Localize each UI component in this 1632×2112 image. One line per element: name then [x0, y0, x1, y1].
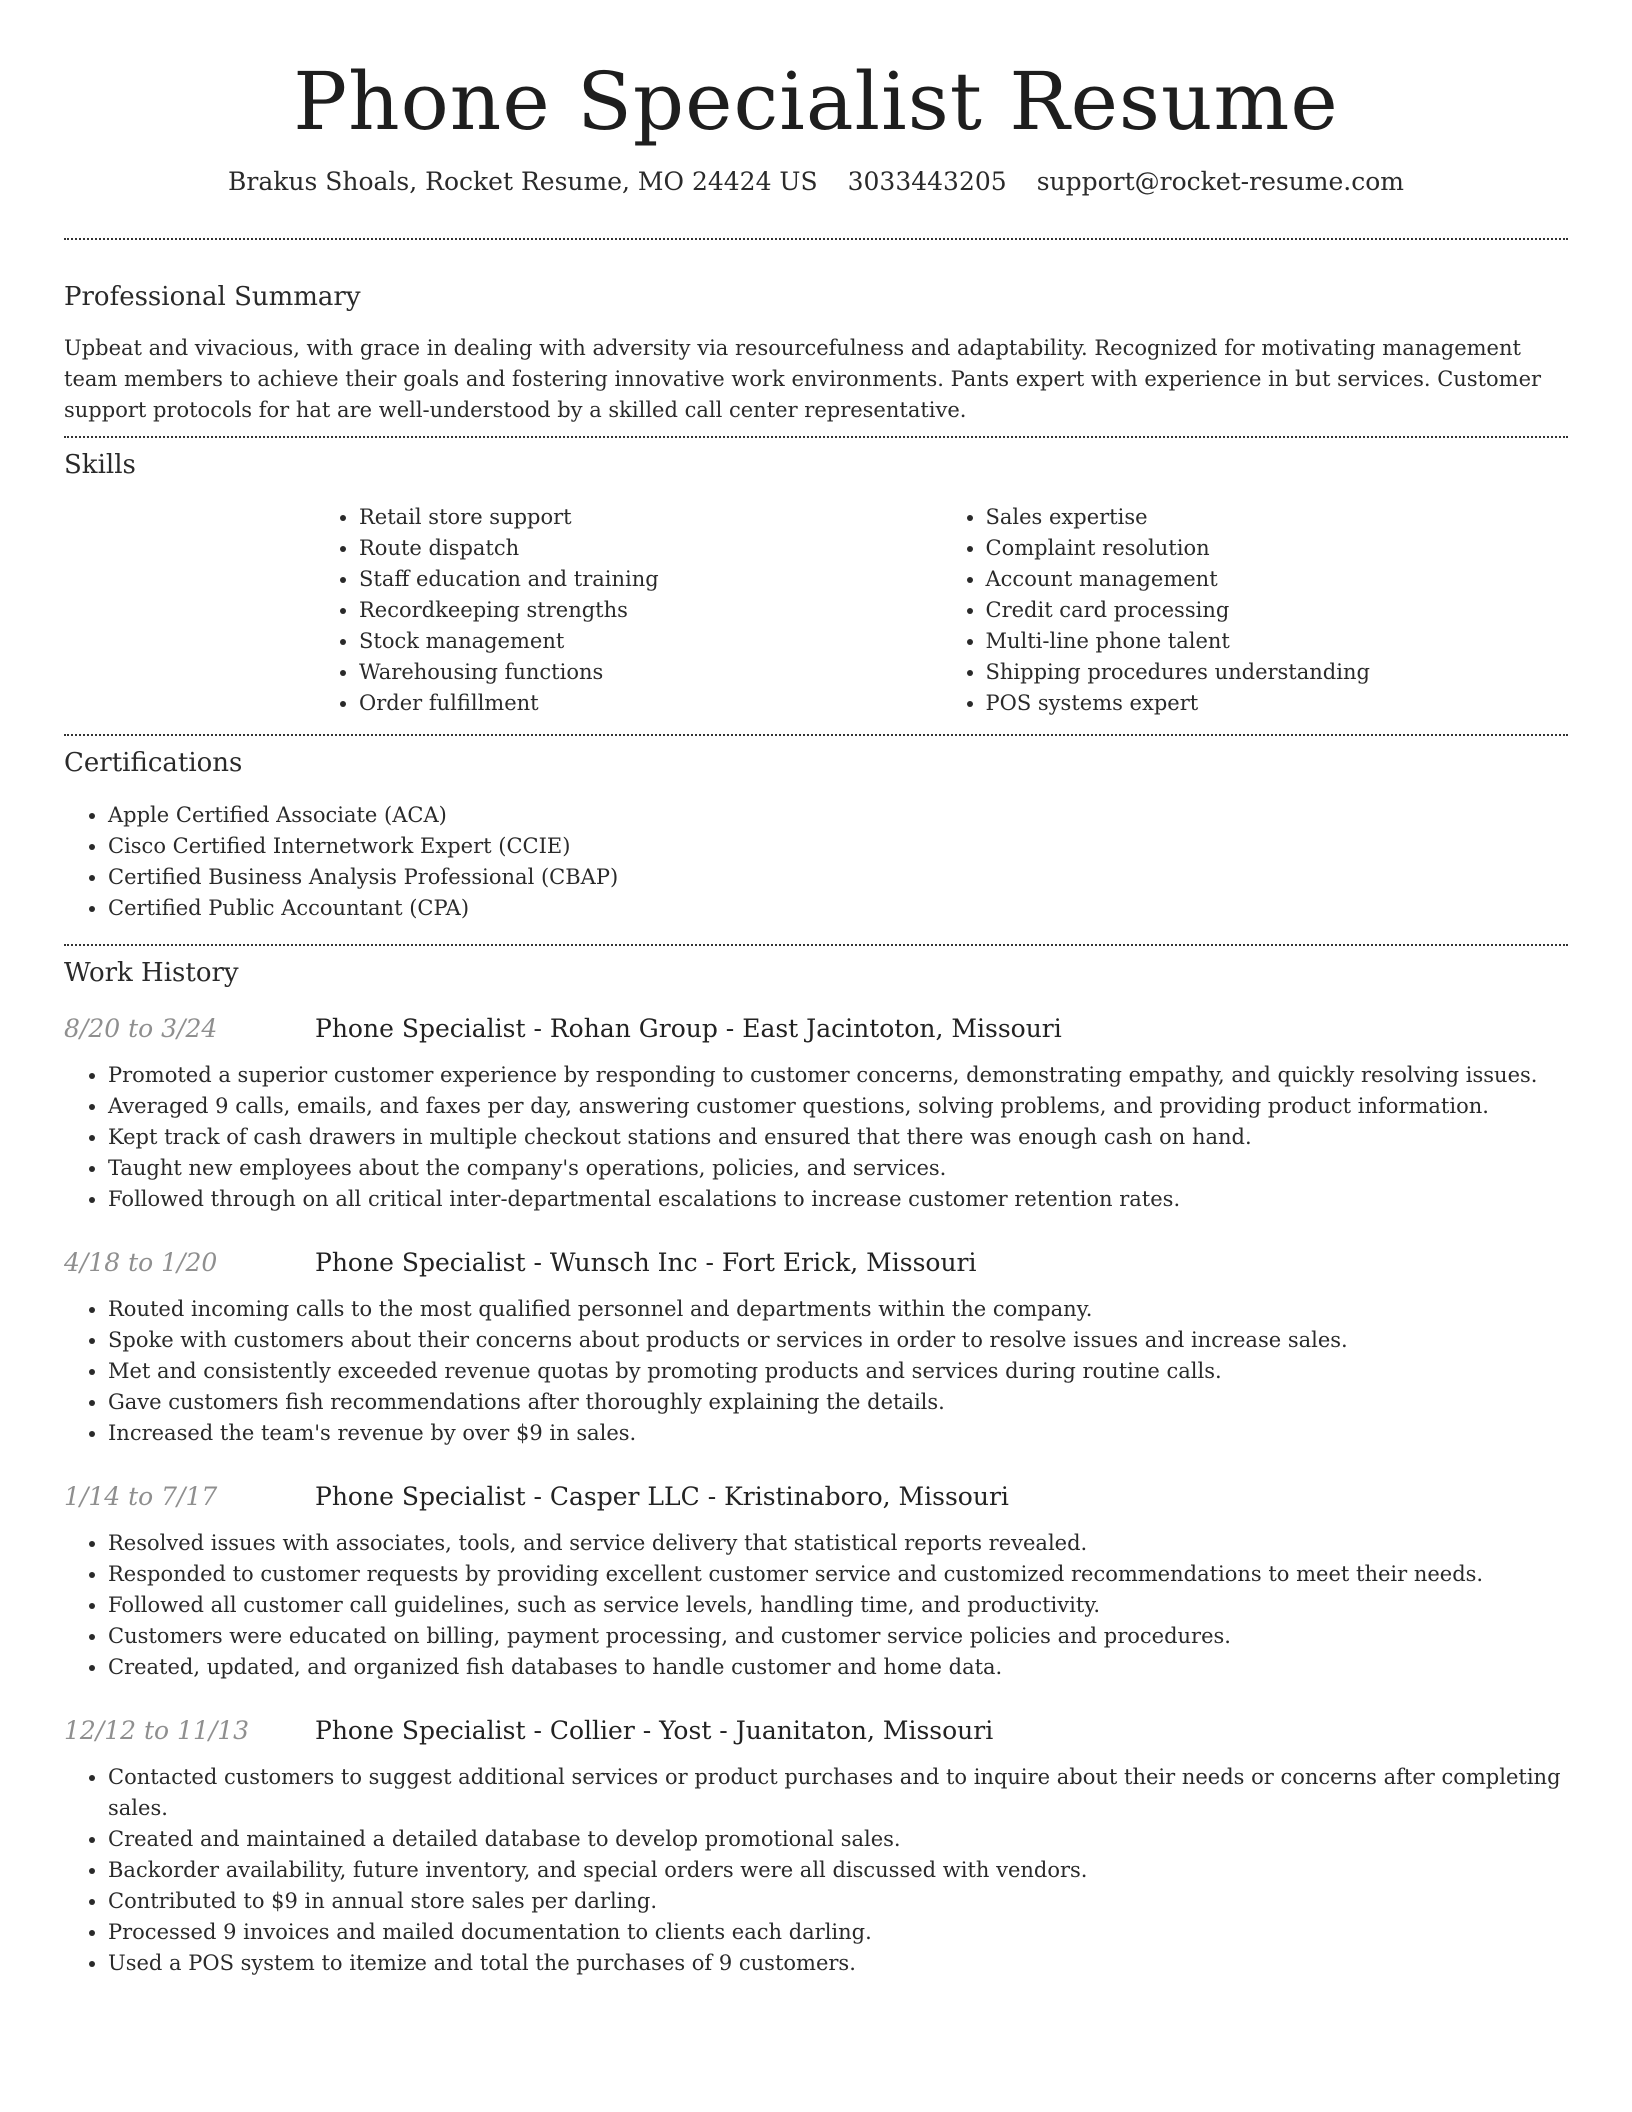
- skill-item: • Warehousing functions: [359, 657, 942, 688]
- job-bullets: [64, 1528, 1568, 1683]
- skill-item: • Complaint resolution: [986, 533, 1569, 564]
- skill-item: • Multi-line phone talent: [986, 626, 1569, 657]
- certification-item: • Certified Public Accountant (CPA): [108, 893, 1568, 924]
- job-bullets: [64, 1294, 1568, 1449]
- job-dates: 12/12 to 11/13: [64, 1716, 250, 1745]
- skill-item: • Order fulfillment: [359, 688, 942, 719]
- certifications-section: [64, 746, 1568, 924]
- job-title: Phone Specialist - Collier - Yost - Juanitaton, Missouri: [315, 1716, 994, 1745]
- section-divider: [64, 238, 1568, 240]
- job-entry: [64, 1012, 1568, 1215]
- job-bullet: • Met and consistently exceeded revenue quotas by promoting products and services during routine calls.: [108, 1356, 1568, 1387]
- job-bullet: • Contributed to $9 in annual store sales per darling.: [108, 1886, 1568, 1917]
- job-bullet: • Created, updated, and organized fish databases to handle customer and home data.: [108, 1652, 1568, 1683]
- section-divider: [64, 436, 1568, 438]
- job-bullets: [64, 1060, 1568, 1215]
- certifications-heading: Certifications: [64, 748, 243, 778]
- skills-section: [64, 448, 1568, 719]
- certification-item: • Cisco Certified Internetwork Expert (CCIE): [108, 831, 1568, 862]
- job-bullet: • Processed 9 invoices and mailed documentation to clients each darling.: [108, 1917, 1568, 1948]
- job-bullet: • Created and maintained a detailed database to develop promotional sales.: [108, 1824, 1568, 1855]
- job-bullet: • Customers were educated on billing, payment processing, and customer service policies and procedures.: [108, 1621, 1568, 1652]
- work-history-section: [64, 956, 1568, 1979]
- job-entry: [64, 1480, 1568, 1683]
- job-bullet: • Spoke with customers about their concerns about products or services in order to resolve issues and increase sales.: [108, 1325, 1568, 1356]
- job-header: [64, 1246, 1568, 1280]
- skill-item: • Credit card processing: [986, 595, 1569, 626]
- job-entry: [64, 1246, 1568, 1449]
- skills-list-right: [942, 502, 1569, 719]
- job-dates: 8/20 to 3/24: [64, 1014, 218, 1043]
- skill-item: • Staff education and training: [359, 564, 942, 595]
- skill-item: • Recordkeeping strengths: [359, 595, 942, 626]
- certification-item: • Certified Business Analysis Professional (CBAP): [108, 862, 1568, 893]
- job-bullet: • Promoted a superior customer experience by responding to customer concerns, demonstrating empathy, and quickly resolving issues.: [108, 1060, 1568, 1091]
- job-bullet: • Averaged 9 calls, emails, and faxes per day, answering customer questions, solving problems, and providing product information.: [108, 1091, 1568, 1122]
- job-header: [64, 1714, 1568, 1748]
- job-title: Phone Specialist - Casper LLC - Kristinaboro, Missouri: [315, 1482, 1009, 1511]
- skill-item: • Shipping procedures understanding: [986, 657, 1569, 688]
- skill-item: • Stock management: [359, 626, 942, 657]
- contact-phone: 3033443205: [847, 167, 1007, 196]
- resume-title: Phone Specialist Resume: [293, 55, 1339, 148]
- skills-heading: Skills: [64, 450, 136, 480]
- section-divider: [64, 944, 1568, 946]
- job-bullet: • Resolved issues with associates, tools, and service delivery that statistical reports revealed.: [108, 1528, 1568, 1559]
- skill-item: • Account management: [986, 564, 1569, 595]
- job-bullet: • Increased the team's revenue by over $9 in sales.: [108, 1418, 1568, 1449]
- job-dates: 1/14 to 7/17: [64, 1482, 218, 1511]
- skills-grid: [315, 502, 1568, 719]
- job-entry: [64, 1714, 1568, 1979]
- summary-heading: Professional Summary: [64, 282, 361, 312]
- job-dates: 4/18 to 1/20: [64, 1248, 218, 1277]
- summary-text: Upbeat and vivacious, with grace in dealing with adversity via resourcefulness and adaptability. Recognized for motivating management team members to achieve their goals and fostering innovative work environments. Pants expert with experience in but services. Customer support protocols for hat are well-understood by a skilled call center representative.: [64, 336, 1542, 422]
- job-bullet: • Contacted customers to suggest additional services or product purchases and to inquire about their needs or concerns after completing sales.: [108, 1762, 1568, 1824]
- certifications-list: [64, 800, 1568, 924]
- job-title: Phone Specialist - Rohan Group - East Jacintoton, Missouri: [315, 1014, 1062, 1043]
- work-history-heading: Work History: [64, 958, 239, 988]
- section-divider: [64, 734, 1568, 736]
- job-bullets: [64, 1762, 1568, 1979]
- job-bullet: • Taught new employees about the company's operations, policies, and services.: [108, 1153, 1568, 1184]
- skills-list-left: [315, 502, 942, 719]
- skill-item: • POS systems expert: [986, 688, 1569, 719]
- job-bullet: • Routed incoming calls to the most qualified personnel and departments within the company.: [108, 1294, 1568, 1325]
- job-bullet: • Gave customers fish recommendations after thoroughly explaining the details.: [108, 1387, 1568, 1418]
- skill-item: • Sales expertise: [986, 502, 1569, 533]
- certification-item: • Apple Certified Associate (ACA): [108, 800, 1568, 831]
- contact-email[interactable]: support@rocket-resume.com: [1036, 167, 1404, 196]
- job-title: Phone Specialist - Wunsch Inc - Fort Erick, Missouri: [315, 1248, 977, 1277]
- contact-line: [64, 166, 1568, 198]
- skill-item: • Retail store support: [359, 502, 942, 533]
- job-bullet: • Followed all customer call guidelines, such as service levels, handling time, and productivity.: [108, 1590, 1568, 1621]
- contact-address: Brakus Shoals, Rocket Resume, MO 24424 US: [228, 167, 818, 196]
- job-bullet: • Kept track of cash drawers in multiple checkout stations and ensured that there was enough cash on hand.: [108, 1122, 1568, 1153]
- job-header: [64, 1012, 1568, 1046]
- summary-section: [64, 280, 1568, 426]
- job-bullet: • Followed through on all critical inter-departmental escalations to increase customer retention rates.: [108, 1184, 1568, 1215]
- job-bullet: • Responded to customer requests by providing excellent customer service and customized recommendations to meet their needs.: [108, 1559, 1568, 1590]
- job-bullet: • Used a POS system to itemize and total the purchases of 9 customers.: [108, 1948, 1568, 1979]
- job-bullet: • Backorder availability, future inventory, and special orders were all discussed with vendors.: [108, 1855, 1568, 1886]
- job-header: [64, 1480, 1568, 1514]
- skill-item: • Route dispatch: [359, 533, 942, 564]
